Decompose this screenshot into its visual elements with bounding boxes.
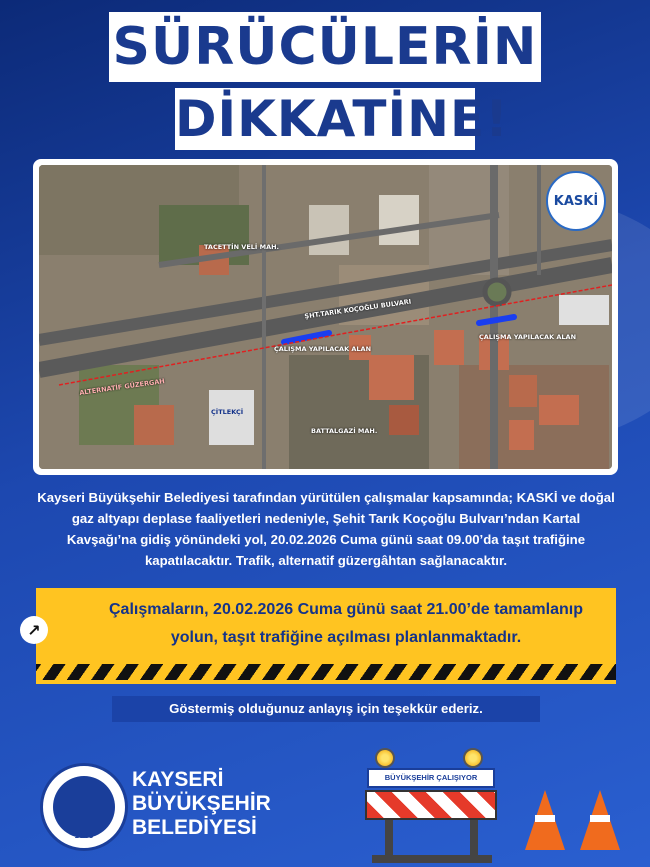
map-label-citlekci: ÇİTLEKÇİ: [211, 408, 244, 416]
map-frame: [33, 159, 618, 475]
warning-lamp-icon: [463, 748, 483, 768]
thanks-banner: Göstermiş olduğunuz anlayış için teşekkür ederiz.: [112, 696, 540, 722]
title-line-1: SÜRÜCÜLERİN: [109, 12, 541, 82]
warning-lamp-icon: [375, 748, 395, 768]
hazard-stripe: [36, 664, 616, 680]
barrier-board: [365, 790, 497, 820]
title-line-2: DİKKATİNE!: [175, 90, 509, 148]
kaski-logo-text: KASKİ: [553, 193, 599, 209]
barrier-leg: [385, 820, 393, 860]
map-label-work-zone-1: ÇALIŞMA YAPILACAK ALAN: [274, 345, 372, 353]
barrier-leg: [470, 820, 478, 860]
municipality-name-line-1: KAYSERİ: [132, 768, 224, 791]
cone-stripe: [590, 815, 610, 822]
map-label-battalgazi: BATTALGAZİ MAH.: [311, 427, 378, 435]
municipality-seal: [40, 763, 128, 851]
municipality-name-line-3: BELEDİYESİ: [132, 816, 257, 839]
map-label-tacettin: TACETTİN VELİ MAH.: [204, 243, 280, 251]
notice-text: Çalışmaların, 20.02.2026 Cuma günü saat 21.00’de tamamlanıp yolun, taşıt trafiğine açılması planlanmaktadır.: [109, 601, 583, 646]
satellite-map: [39, 165, 612, 469]
map-label-alternative-route: ALTERNATİF GÜZERGAH: [78, 377, 166, 397]
barrier-sign: BÜYÜKŞEHİR ÇALIŞIYOR: [367, 768, 495, 788]
seal-emblem: [53, 776, 115, 838]
completion-notice: [27, 588, 616, 684]
map-label-sehit-tarik: ŞHT.TARIK KOÇOĞLU BULVARI: [303, 297, 412, 321]
municipality-name: [132, 768, 271, 840]
announcement-text: Kayseri Büyükşehir Belediyesi tarafından yürütülen çalışmalar kapsamında; KASKİ ve doğal gaz altyapı deplase faaliyetleri nedeniyle, Şehit Tarık Koçoğlu Bulvarı’ndan Kartal Kavşağı’na gidiş yönündeki yol, 20.02.2026 Cuma günü saat 09.00’da taşıt trafiğine kapatılacaktır. Trafik, alternatif güzergâhtan sağlanacaktır.: [37, 490, 615, 568]
municipality-name-line-2: BÜYÜKŞEHİR: [132, 792, 271, 815]
map-label-work-zone-2: ÇALIŞMA YAPILACAK ALAN: [479, 333, 577, 341]
kaski-logo: [546, 171, 606, 231]
cone-stripe: [535, 815, 555, 822]
arrow-up-right-icon: ↗: [20, 616, 48, 644]
barrier-base: [372, 855, 492, 863]
seal-year: 1869: [74, 832, 94, 840]
